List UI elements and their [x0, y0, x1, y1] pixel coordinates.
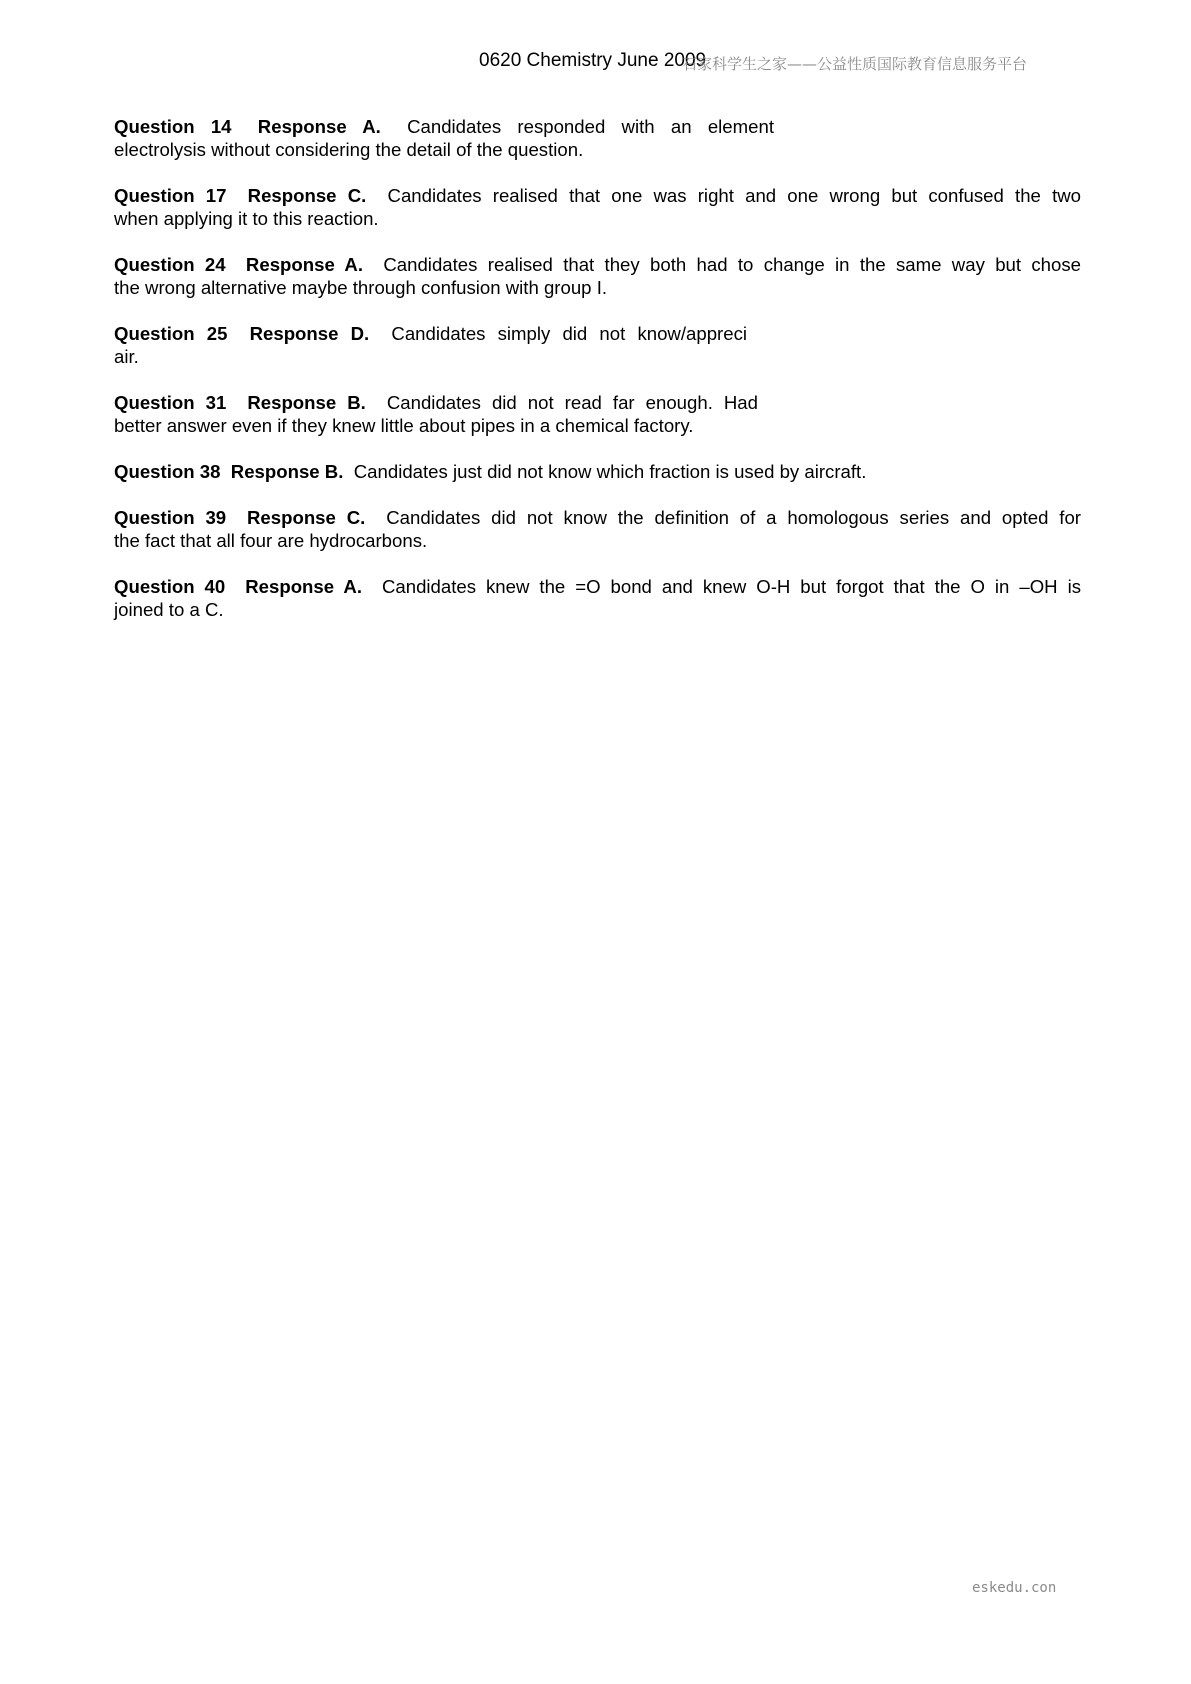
entry-line-1: [114, 184, 1081, 207]
entry-line-1: [114, 506, 1081, 529]
entry-question-14: [114, 115, 774, 161]
entry-line-1: [114, 391, 758, 414]
response-letter: Response A.: [245, 254, 364, 275]
response-letter: Response A.: [257, 116, 381, 137]
explanation-text: Candidates simply did not know/appreci: [391, 323, 748, 344]
question-number: Question 25: [114, 323, 228, 344]
page-header-title: 0620 Chemistry June 2009: [479, 50, 707, 71]
entry-line-2: the fact that all four are hydrocarbons.: [114, 530, 428, 551]
question-number: Question 31: [114, 392, 227, 413]
question-number: Question 17: [114, 185, 227, 206]
response-letter: Response C.: [247, 185, 367, 206]
entry-line-1: [114, 253, 1081, 276]
entry-line-2: electrolysis without considering the detail of the question.: [114, 139, 584, 160]
entry-question-24: [114, 253, 1081, 299]
response-letter: Response A.: [245, 576, 362, 597]
explanation-text: Candidates realised that one was right and one wrong but confused the two: [387, 185, 1082, 206]
entry-question-39: [114, 506, 1081, 552]
explanation-text: Candidates responded with an element: [407, 116, 774, 137]
response-letter: Response C.: [247, 507, 366, 528]
entry-line-2: better answer even if they knew little about pipes in a chemical factory.: [114, 415, 694, 436]
entry-question-31: [114, 391, 758, 437]
entry-line-2: joined to a C.: [114, 599, 224, 620]
explanation-text: Candidates realised that they both had to change in the same way but chose: [383, 254, 1081, 275]
entry-line-2: the wrong alternative maybe through confusion with group I.: [114, 277, 608, 298]
entry-line-2: when applying it to this reaction.: [114, 208, 379, 229]
entry-line-2: air.: [114, 346, 139, 367]
explanation-text: Candidates did not know the definition of a homologous series and opted for: [386, 507, 1081, 528]
explanation-text: Candidates just did not know which fraction is used by aircraft.: [353, 461, 867, 482]
explanation-text: Candidates did not read far enough. Had: [386, 392, 758, 413]
question-number: Question 39: [114, 507, 227, 528]
entry-line-1: [114, 322, 747, 345]
entry-question-38: [114, 460, 866, 483]
question-number: Question 14: [114, 116, 232, 137]
header-watermark: 石家科学生之家——公益性质国际教育信息服务平台: [682, 55, 1028, 73]
question-number: Question 40: [114, 576, 226, 597]
entry-question-17: [114, 184, 1081, 230]
response-letter: Response B.: [247, 392, 366, 413]
entry-line-1: [114, 460, 866, 483]
entry-question-40: [114, 575, 1081, 621]
entry-question-25: [114, 322, 747, 368]
question-number: Question 38: [114, 461, 221, 482]
entry-line-1: [114, 115, 774, 138]
question-number: Question 24: [114, 254, 226, 275]
explanation-text: Candidates knew the =O bond and knew O-H but forgot that the O in –OH is: [381, 576, 1082, 597]
response-letter: Response D.: [249, 323, 370, 344]
response-letter: Response B.: [230, 461, 344, 482]
footer-watermark: eskedu.con: [972, 1580, 1057, 1596]
entry-line-1: [114, 575, 1081, 598]
